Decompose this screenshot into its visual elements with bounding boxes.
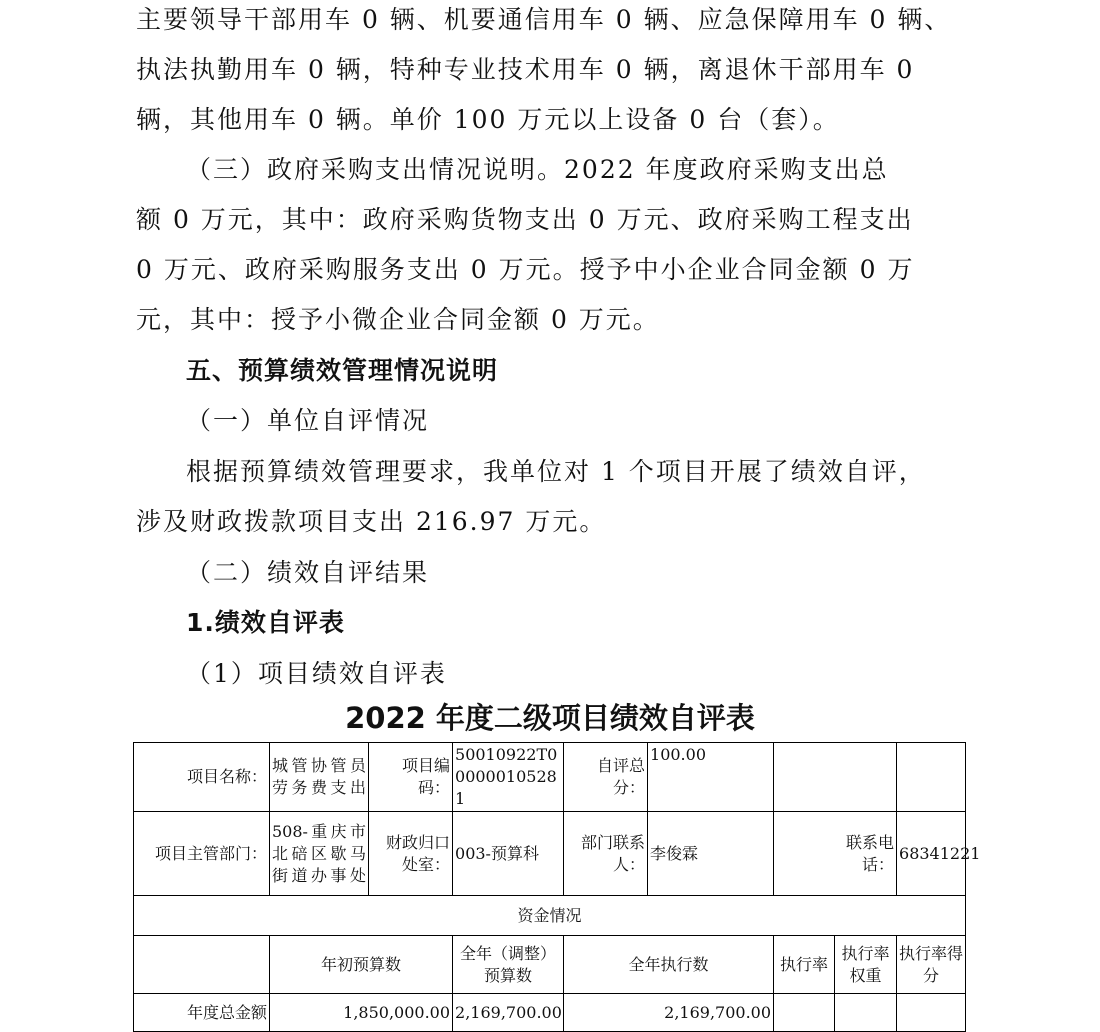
paragraph-line: 元，其中：授予小微企业合同金额 0 万元。 (136, 305, 660, 334)
item-heading: 1.绩效自评表 (186, 608, 345, 637)
col-adjusted-budget: 全年（调整）预算数 (453, 936, 564, 994)
paragraph-line: 额 0 万元，其中：政府采购货物支出 0 万元、政府采购工程支出 (136, 205, 914, 234)
phone-label: 联系电话： (774, 812, 897, 896)
subsection-heading: （二）绩效自评结果 (186, 558, 430, 587)
item-heading: （1）项目绩效自评表 (186, 659, 447, 688)
dept-label: 项目主管部门： (134, 812, 270, 896)
empty-cell (774, 994, 835, 1032)
row-total-executed: 2,169,700.00 (564, 994, 774, 1032)
paragraph-line: （三）政府采购支出情况说明。2022 年度政府采购支出总 (186, 155, 889, 184)
project-name-label: 项目名称： (134, 743, 270, 812)
project-code-value: 50010922T000000105281 (453, 743, 564, 812)
col-weight: 执行率权重 (835, 936, 897, 994)
contact-label: 部门联系人： (564, 812, 648, 896)
phone-value: 68341221 (897, 812, 966, 896)
subsection-heading: （一）单位自评情况 (186, 406, 430, 435)
col-initial-budget: 年初预算数 (270, 936, 453, 994)
paragraph-line: 根据预算绩效管理要求，我单位对 1 个项目开展了绩效自评， (186, 457, 926, 486)
paragraph-line: 辆，其他用车 0 辆。单价 100 万元以上设备 0 台（套）。 (136, 105, 840, 134)
col-score: 执行率得分 (897, 936, 966, 994)
empty-cell (897, 994, 966, 1032)
empty-cell (774, 743, 897, 812)
empty-cell (835, 994, 897, 1032)
funds-header: 资金情况 (134, 896, 966, 936)
paragraph-line: 涉及财政拨款项目支出 216.97 万元。 (136, 507, 607, 536)
col-executed: 全年执行数 (564, 936, 774, 994)
paragraph-line: 主要领导干部用车 0 辆、机要通信用车 0 辆、应急保障用车 0 辆、 (136, 5, 952, 34)
project-code-label: 项目编码： (369, 743, 453, 812)
finance-office-label: 财政归口处室： (369, 812, 453, 896)
paragraph-line: 执法执勤用车 0 辆，特种专业技术用车 0 辆，离退休干部用车 0 (136, 55, 915, 84)
row-total-adjusted: 2,169,700.00 (453, 994, 564, 1032)
row-total-initial: 1,850,000.00 (270, 994, 453, 1032)
self-evaluation-table (133, 742, 981, 1032)
section-heading: 五、预算绩效管理情况说明 (186, 356, 499, 385)
table-title: 2022 年度二级项目绩效自评表 (345, 701, 755, 735)
col-exec-rate: 执行率 (774, 936, 835, 994)
empty-cell (134, 936, 270, 994)
contact-value: 李俊霖 (648, 812, 774, 896)
finance-office-value: 003-预算科 (453, 812, 564, 896)
empty-cell (897, 743, 966, 812)
row-total-label: 年度总金额 (134, 994, 270, 1032)
self-score-label: 自评总分： (564, 743, 648, 812)
paragraph-line: 0 万元、政府采购服务支出 0 万元。授予中小企业合同金额 0 万 (136, 255, 915, 284)
project-name-value: 城管协管员劳务费支出 (270, 743, 369, 812)
dept-value: 508-重庆市北碚区歇马街道办事处 (270, 812, 369, 896)
self-score-value: 100.00 (648, 743, 774, 812)
